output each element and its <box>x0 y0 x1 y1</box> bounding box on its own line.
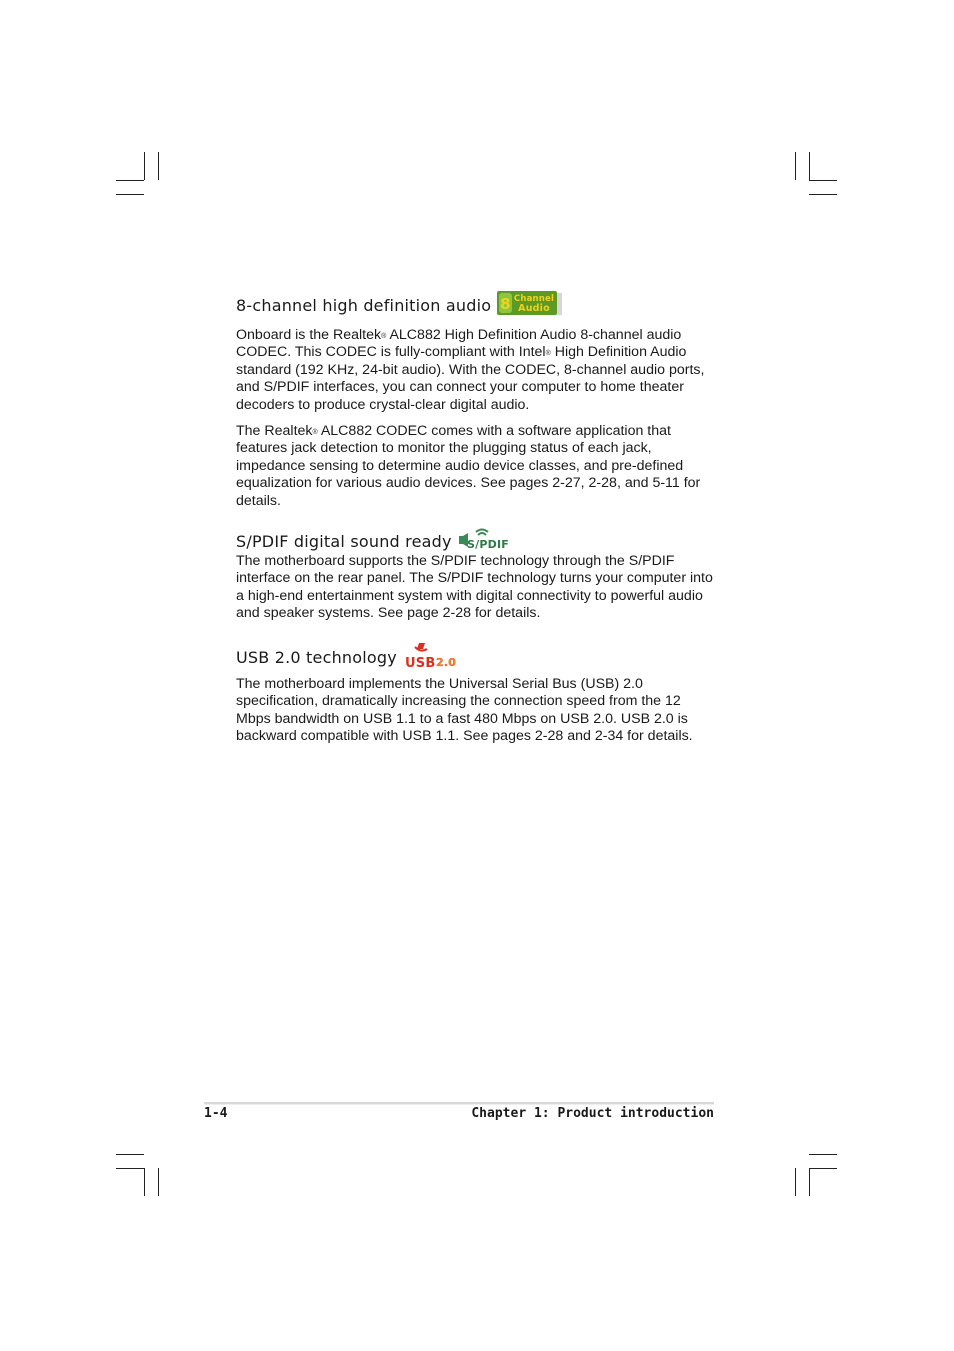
crop-mark-bottom-left-h <box>116 1154 144 1155</box>
page-content <box>236 292 714 745</box>
crop-mark-top-right-h2 <box>809 194 837 195</box>
crop-mark-top-left-v <box>144 152 145 180</box>
spdif-logo-icon <box>458 526 508 556</box>
chapter-title: Chapter 1: Product introduction <box>471 1106 714 1121</box>
crop-mark-top-right-v <box>795 152 796 180</box>
logo-text-audio: Audio <box>518 303 551 314</box>
crop-mark-bottom-left-v2 <box>158 1168 159 1196</box>
footer-divider <box>204 1102 714 1105</box>
section-usb <box>236 645 714 746</box>
crop-mark-bottom-right-v2 <box>809 1168 810 1196</box>
usb2-logo-icon <box>403 641 461 675</box>
crop-mark-top-left-h2 <box>116 194 144 195</box>
crop-mark-top-right-v2 <box>809 152 810 180</box>
logo-text-usb: USB <box>404 655 436 671</box>
crop-mark-top-left-h <box>116 180 144 181</box>
section-spdif <box>236 528 714 623</box>
section-heading <box>236 292 714 318</box>
crop-mark-bottom-left-h2 <box>116 1168 144 1169</box>
logo-text-2-0: 2.0 <box>435 655 456 669</box>
paragraph: Onboard is the Realtek® ALC882 High Definition Audio 8-channel audio CODEC. This CODEC is fully-compliant with Intel® High Definition Audio standard (192 KHz, 24-bit audio). With the CODEC, 8-channel audio ports, and S/PDIF interfaces, you can connect your computer to home theater decoders to produce crystal-clear digital audio. <box>236 327 705 413</box>
section-title: S/PDIF digital sound ready <box>236 531 452 551</box>
section-heading <box>236 528 714 554</box>
page-number: 1-4 <box>204 1106 228 1121</box>
crop-mark-bottom-right-h2 <box>809 1168 837 1169</box>
paragraph: The motherboard implements the Universal Serial Bus (USB) 2.0 specification, dramatically increasing the connection speed from the 12 Mbps bandwidth on USB 1.1 to a fast 480 Mbps on USB 2.0. USB 2.0 is backward compatible with USB 1.1. See pages 2-28 and 2-34 for details. <box>236 675 693 744</box>
section-title: USB 2.0 technology <box>236 648 397 668</box>
section-8-channel-audio <box>236 292 714 510</box>
crop-mark-bottom-right-h <box>809 1154 837 1155</box>
svg-text:8: 8 <box>500 295 512 313</box>
section-heading <box>236 645 714 671</box>
logo-text-spdif: S/PDIF <box>466 538 508 552</box>
logo-text-channel: Channel <box>514 294 555 304</box>
crop-mark-bottom-left-v <box>144 1168 145 1196</box>
crop-mark-top-left-v2 <box>158 152 159 180</box>
crop-mark-top-right-h <box>809 180 837 181</box>
crop-mark-bottom-right-v <box>795 1168 796 1196</box>
paragraph: The Realtek® ALC882 CODEC comes with a software application that features jack detection to monitor the plugging status of each jack, impedance sensing to determine audio device classes, and pre-defined equalization for various audio devices. See pages 2-27, 2-28, and 5-11 for details. <box>236 423 701 509</box>
section-title: 8-channel high definition audio <box>236 295 492 315</box>
8-channel-audio-logo-icon <box>497 290 565 320</box>
paragraph: The motherboard supports the S/PDIF technology through the S/PDIF interface on the rear panel. The S/PDIF technology turns your computer into a high-end entertainment system with digital connectivity to powerful audio and speaker systems. See page 2-28 for details. <box>236 553 713 622</box>
